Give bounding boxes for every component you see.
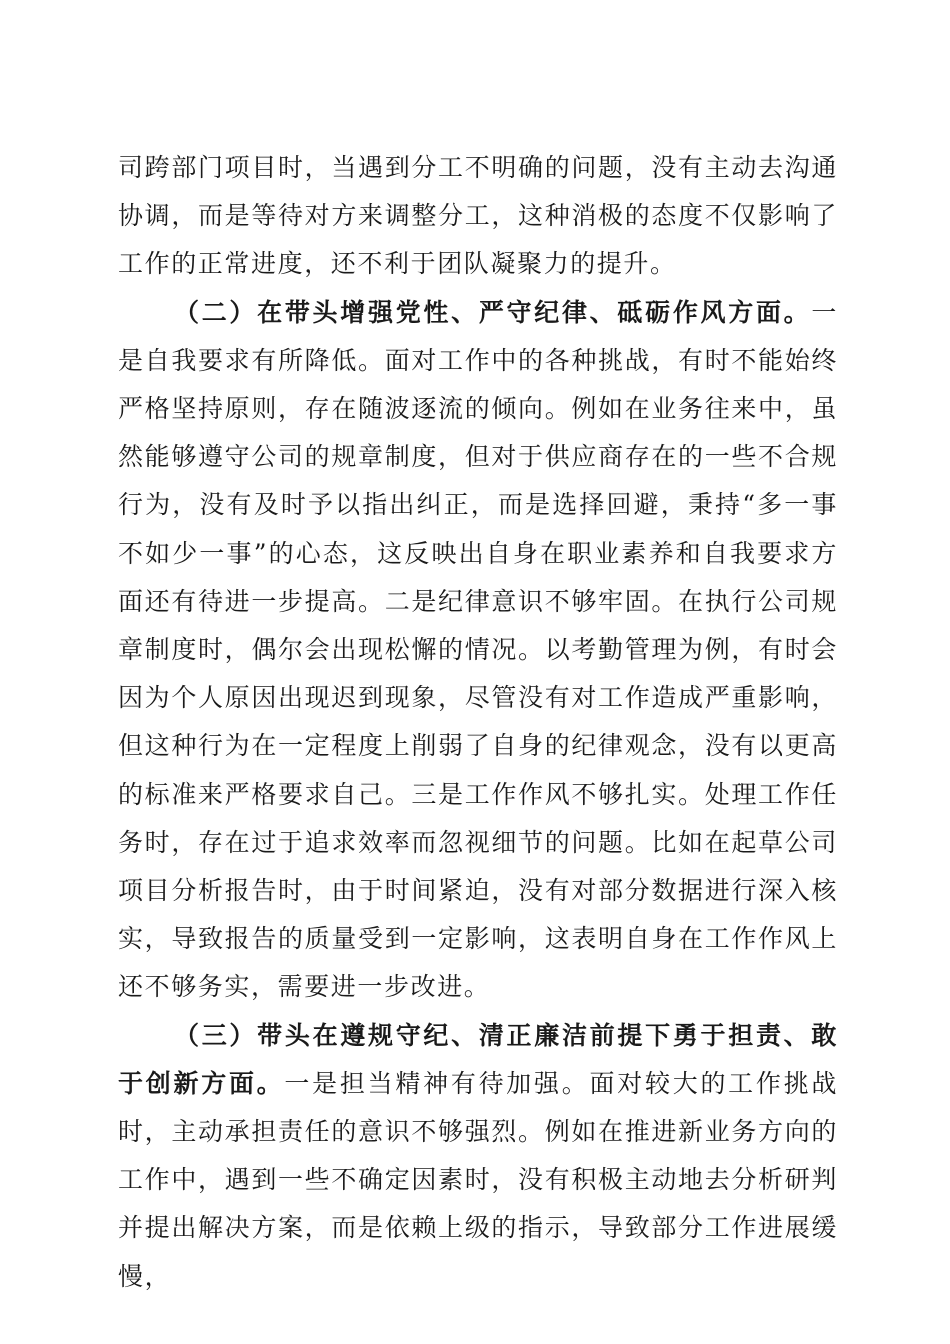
paragraph-section-two: [118, 289, 838, 1012]
section-heading: （三）带头在遵规守纪、清正廉洁前提下勇于担责、敢于创新方面。: [118, 1020, 838, 1098]
paragraph-body-text: 一是自我要求有所降低。面对工作中的各种挑战，有时不能始终严格坚持原则，存在随波逐流的倾向。例如在业务往来中，虽然能够遵守公司的规章制度，但对于供应商存在的一些不合规行为，没有及时予以指出纠正，而是选择回避，秉持“多一事不如少一事”的心态，这反映出自身在职业素养和自我要求方面还有待进一步提高。二是纪律意识不够牢固。在执行公司规章制度时，偶尔会出现松懈的情况。以考勤管理为例，有时会因为个人原因出现迟到现象，尽管没有对工作造成严重影响，但这种行为在一定程度上削弱了自身的纪律观念，没有以更高的标准来严格要求自己。三是工作作风不够扎实。处理工作任务时，存在过于追求效率而忽视细节的问题。比如在起草公司项目分析报告时，由于时间紧迫，没有对部分数据进行深入核实，导致报告的质量受到一定影响，这表明自身在工作作风上还不够务实，需要进一步改进。: [118, 297, 838, 1002]
section-heading: （二）在带头增强党性、严守纪律、砥砺作风方面。: [174, 297, 812, 327]
document-body: [118, 144, 838, 1301]
paragraph-body-text: 一是担当精神有待加强。面对较大的工作挑战时，主动承担责任的意识不够强烈。例如在推进新业务方向的工作中，遇到一些不确定因素时，没有积极主动地去分析研判并提出解决方案，而是依赖上级的指示，导致部分工作进展缓慢，: [118, 1068, 838, 1291]
paragraph-body-text: 司跨部门项目时，当遇到分工不明确的问题，没有主动去沟通协调，而是等待对方来调整分工，这种消极的态度不仅影响了工作的正常进度，还不利于团队凝聚力的提升。: [118, 153, 838, 279]
paragraph-section-three: [118, 1012, 838, 1301]
paragraph-continuation: [118, 144, 838, 289]
